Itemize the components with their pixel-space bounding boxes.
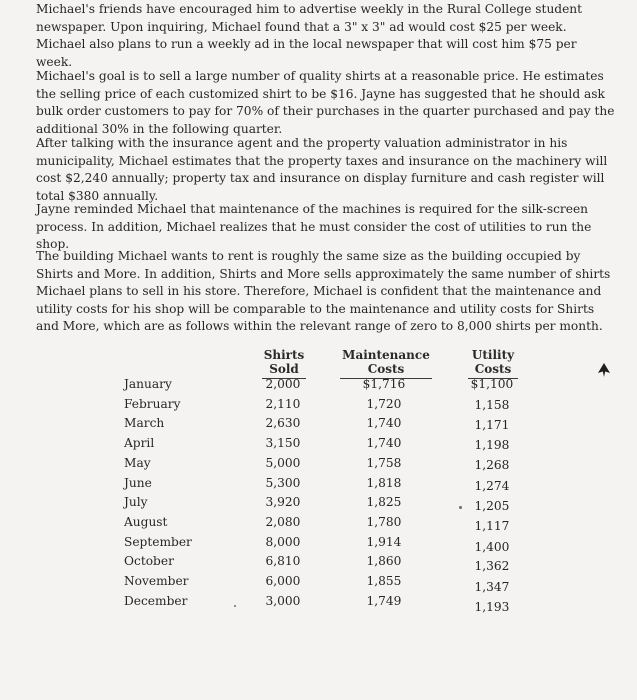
row-shirts-sold: 2,080 <box>265 515 301 529</box>
row-shirts-sold: 2,630 <box>265 416 301 430</box>
row-shirts-sold: 2,110 <box>265 397 301 411</box>
row-utility-cost: $1,100 <box>470 377 514 391</box>
scan-speck <box>459 506 462 509</box>
row-utility-cost: 1,193 <box>474 600 510 614</box>
row-maintenance-cost: 1,914 <box>366 535 402 549</box>
row-utility-cost: 1,274 <box>474 479 510 493</box>
header-maint-line1: Maintenance <box>342 348 430 362</box>
row-utility-cost: 1,117 <box>474 519 510 533</box>
row-month: January <box>124 377 172 391</box>
header-util-line2: Costs <box>474 362 512 376</box>
row-maintenance-cost: 1,740 <box>366 416 402 430</box>
row-shirts-sold: 3,150 <box>265 436 301 450</box>
mouse-pointer-icon <box>595 361 613 379</box>
row-maintenance-cost: 1,818 <box>366 476 402 490</box>
row-month: August <box>124 515 168 529</box>
row-shirts-sold: 8,000 <box>265 535 301 549</box>
header-maint-line2: Costs <box>367 362 405 376</box>
paragraph-maintenance: Jayne reminded Michael that maintenance of the machines is required for the silk-screen process. In addition, Michael realizes that he must consider the cost of utilities to run the shop. <box>36 202 592 252</box>
row-utility-cost: 1,400 <box>474 540 510 554</box>
paragraph-advertising: Michael's friends have encouraged him to advertise weekly in the Rural College student newspaper. Upon inquiring, Michael found that a 3" x 3" ad would cost $25 per week. Michael also plans to run a weekly ad in the local newspaper that will cost him $75 per week. <box>36 2 583 69</box>
row-utility-cost: 1,347 <box>474 580 510 594</box>
row-month: April <box>124 436 155 450</box>
row-utility-cost: 1,205 <box>474 499 510 513</box>
row-month: November <box>124 574 189 588</box>
row-month: February <box>124 397 181 411</box>
row-month: December <box>124 594 188 608</box>
row-month: March <box>124 416 165 430</box>
row-maintenance-cost: 1,740 <box>366 436 402 450</box>
header-util-line1: Utility <box>471 348 515 362</box>
header-utility-costs <box>468 348 518 379</box>
scan-speck <box>234 605 236 607</box>
row-utility-cost: 1,171 <box>474 418 510 432</box>
paragraph-taxes-insurance: After talking with the insurance agent and the property valuation administrator in his municipality, Michael estimates that the property taxes and insurance on the machinery will cost $2,240 annually; property tax and insurance on display furniture and cash register will total $380 annually. <box>36 136 608 203</box>
paragraph-shirts-and-more: The building Michael wants to rent is roughly the same size as the building occupied by Shirts and More. In addition, Shirts and More sells approximately the same number of shirts Michael plans to sell in his store. Therefore, Michael is confident that the maintenance and utility costs for his shop will be comparable to the maintenance and utility costs for Shirts and More, which are as follows within the relevant range of zero to 8,000 shirts per month. <box>36 249 611 334</box>
row-shirts-sold: 6,000 <box>265 574 301 588</box>
row-utility-cost: 1,362 <box>474 559 510 573</box>
row-maintenance-cost: 1,720 <box>366 397 402 411</box>
row-maintenance-cost: 1,749 <box>366 594 402 608</box>
row-shirts-sold: 3,920 <box>265 495 301 509</box>
row-maintenance-cost: $1,716 <box>362 377 406 391</box>
row-maintenance-cost: 1,825 <box>366 495 402 509</box>
row-maintenance-cost: 1,860 <box>366 554 402 568</box>
header-shirts-line1: Shirts <box>263 348 305 362</box>
row-utility-cost: 1,158 <box>474 398 510 412</box>
header-shirts-line2: Sold <box>269 362 299 376</box>
row-month: October <box>124 554 174 568</box>
header-maintenance-costs <box>340 348 432 379</box>
row-shirts-sold: 5,000 <box>265 456 301 470</box>
row-month: September <box>124 535 192 549</box>
row-shirts-sold: 6,810 <box>265 554 301 568</box>
row-utility-cost: 1,268 <box>474 458 510 472</box>
row-month: June <box>124 476 152 490</box>
row-maintenance-cost: 1,855 <box>366 574 402 588</box>
row-maintenance-cost: 1,758 <box>366 456 402 470</box>
row-shirts-sold: 2,000 <box>265 377 301 391</box>
row-shirts-sold: 3,000 <box>265 594 301 608</box>
header-shirts-sold <box>262 348 306 379</box>
row-month: May <box>124 456 151 470</box>
row-shirts-sold: 5,300 <box>265 476 301 490</box>
row-maintenance-cost: 1,780 <box>366 515 402 529</box>
row-month: July <box>124 495 148 509</box>
row-utility-cost: 1,198 <box>474 438 510 452</box>
paragraph-selling-price: Michael's goal is to sell a large number of quality shirts at a reasonable price. He estimates the selling price of each customized shirt to be $16. Jayne has suggested that he should ask bulk order customers to pay for 70% of their purchases in the quarter purchased and pay the additional 30% in the following quarter. <box>36 69 615 136</box>
